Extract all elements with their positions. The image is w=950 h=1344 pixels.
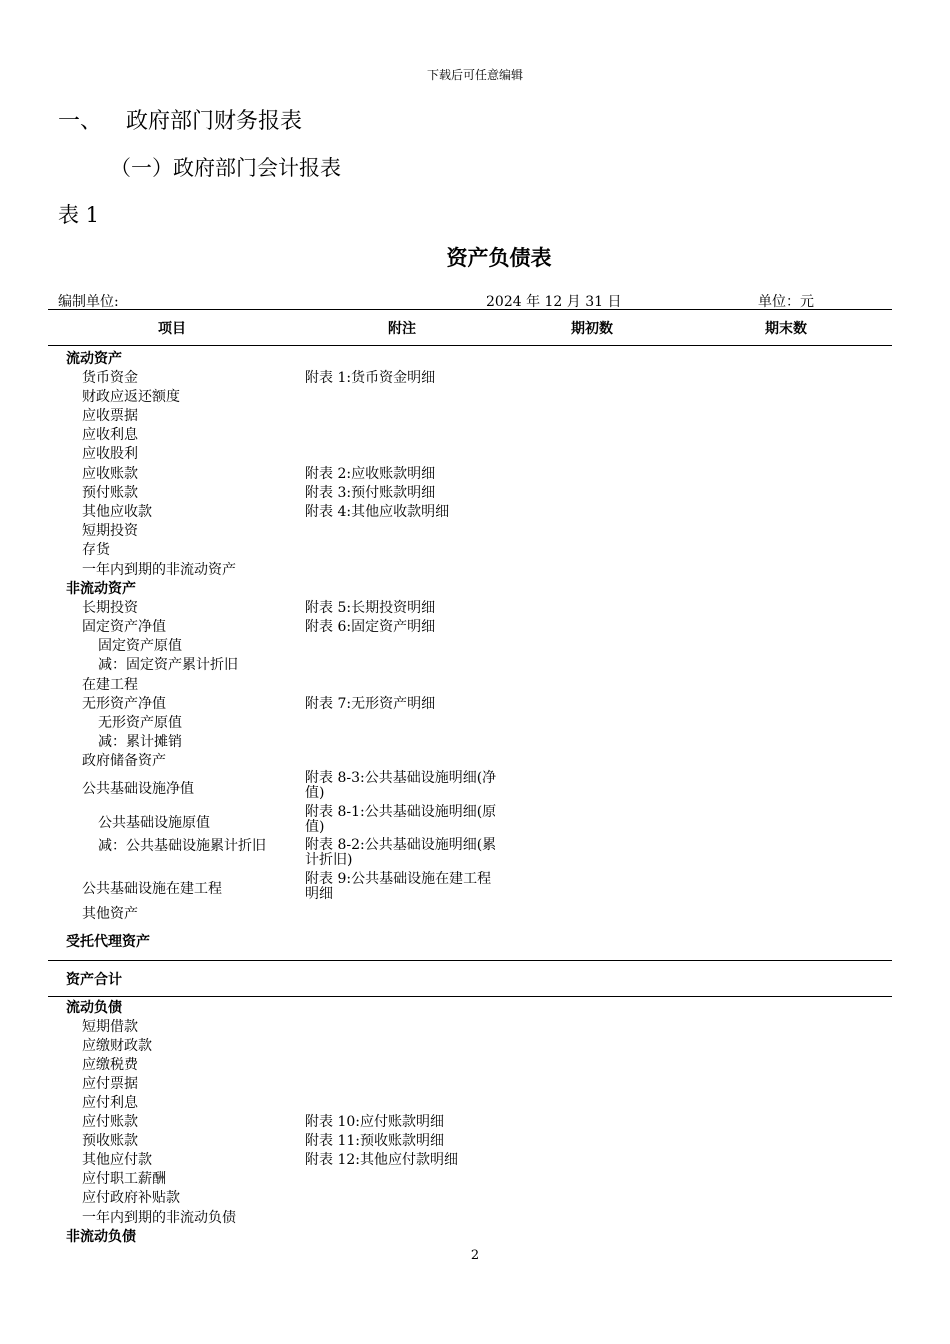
row-note: 附表 6:固定资产明细 xyxy=(305,619,436,635)
header-bottom-rule xyxy=(48,345,892,346)
subsection-title: （一）政府部门会计报表 xyxy=(110,156,341,180)
row-item: 其他应收款 xyxy=(82,504,152,520)
row-note: 附表 11:预收账款明细 xyxy=(305,1133,444,1149)
row-item: 长期投资 xyxy=(82,600,138,616)
row-item: 应收票据 xyxy=(82,408,138,424)
row-item: 应付政府补贴款 xyxy=(82,1190,180,1206)
row-item: 资产合计 xyxy=(66,972,122,988)
row-item: 公共基础设施在建工程 xyxy=(82,881,222,897)
row-item: 非流动资产 xyxy=(66,581,136,597)
section-heading xyxy=(58,104,302,135)
row-note: 附表 3:预付账款明细 xyxy=(305,485,436,501)
row-item: 其他资产 xyxy=(82,906,138,922)
row-item: 短期投资 xyxy=(82,523,138,539)
row-item: 减：公共基础设施累计折旧 xyxy=(98,838,266,854)
row-item: 非流动负债 xyxy=(66,1229,136,1245)
row-item: 应付账款 xyxy=(82,1114,138,1130)
report-title: 资产负债表 xyxy=(446,245,552,270)
row-note: 附表 8-1:公共基础设施明细(原值) xyxy=(305,804,497,835)
currency-unit: 单位：元 xyxy=(758,294,814,310)
row-note: 附表 10:应付账款明细 xyxy=(305,1114,444,1130)
row-note: 附表 9:公共基础设施在建工程明细 xyxy=(305,871,492,902)
section-number: 一、 xyxy=(58,109,103,134)
row-item: 流动负债 xyxy=(66,1000,122,1016)
table-top-rule xyxy=(48,309,892,310)
row-item: 公共基础设施原值 xyxy=(98,815,210,831)
row-item: 一年内到期的非流动负债 xyxy=(82,1210,236,1226)
row-item: 流动资产 xyxy=(66,351,122,367)
row-item: 存货 xyxy=(82,542,110,558)
row-item: 短期借款 xyxy=(82,1019,138,1035)
total-bottom-rule xyxy=(48,996,892,997)
row-item: 应付职工薪酬 xyxy=(82,1171,166,1187)
row-item: 固定资产原值 xyxy=(98,638,182,654)
row-item: 无形资产原值 xyxy=(98,715,182,731)
column-header-closing: 期末数 xyxy=(765,321,807,337)
row-item: 一年内到期的非流动资产 xyxy=(82,562,236,578)
row-item: 受托代理资产 xyxy=(66,934,150,950)
row-item: 应收利息 xyxy=(82,427,138,443)
row-item: 应缴税费 xyxy=(82,1057,138,1073)
row-item: 政府储备资产 xyxy=(82,753,166,769)
row-note: 附表 2:应收账款明细 xyxy=(305,466,436,482)
row-item: 货币资金 xyxy=(82,370,138,386)
row-item: 应付利息 xyxy=(82,1095,138,1111)
column-header-note: 附注 xyxy=(388,321,416,337)
row-note: 附表 8-3:公共基础设施明细(净值) xyxy=(305,770,497,801)
row-item: 应付票据 xyxy=(82,1076,138,1092)
table-label: 表 1 xyxy=(58,203,100,227)
page-number: 2 xyxy=(470,1248,480,1263)
row-note: 附表 8-2:公共基础设施明细(累计折旧) xyxy=(305,837,497,868)
report-date: 2024 年 12 月 31 日 xyxy=(486,294,622,310)
row-note: 附表 1:货币资金明细 xyxy=(305,370,436,386)
row-note: 附表 7:无形资产明细 xyxy=(305,696,436,712)
row-item: 固定资产净值 xyxy=(82,619,166,635)
compiling-unit-label: 编制单位: xyxy=(58,294,119,310)
column-header-opening: 期初数 xyxy=(571,321,613,337)
row-item: 减：固定资产累计折旧 xyxy=(98,657,238,673)
row-item: 预付账款 xyxy=(82,485,138,501)
total-top-rule xyxy=(48,960,892,961)
row-item: 财政应返还额度 xyxy=(82,389,180,405)
row-item: 应收账款 xyxy=(82,466,138,482)
row-item: 应缴财政款 xyxy=(82,1038,152,1054)
column-header-item: 项目 xyxy=(158,321,186,337)
row-item: 应收股利 xyxy=(82,446,138,462)
row-item: 无形资产净值 xyxy=(82,696,166,712)
row-item: 减：累计摊销 xyxy=(98,734,182,750)
row-note: 附表 5:长期投资明细 xyxy=(305,600,436,616)
row-note: 附表 12:其他应付款明细 xyxy=(305,1152,458,1168)
header-note: 下载后可任意编辑 xyxy=(426,68,523,82)
row-item: 其他应付款 xyxy=(82,1152,152,1168)
row-item: 公共基础设施净值 xyxy=(82,781,194,797)
section-title: 政府部门财务报表 xyxy=(126,109,303,134)
row-note: 附表 4:其他应收款明细 xyxy=(305,504,450,520)
row-item: 预收账款 xyxy=(82,1133,138,1149)
row-item: 在建工程 xyxy=(82,677,138,693)
